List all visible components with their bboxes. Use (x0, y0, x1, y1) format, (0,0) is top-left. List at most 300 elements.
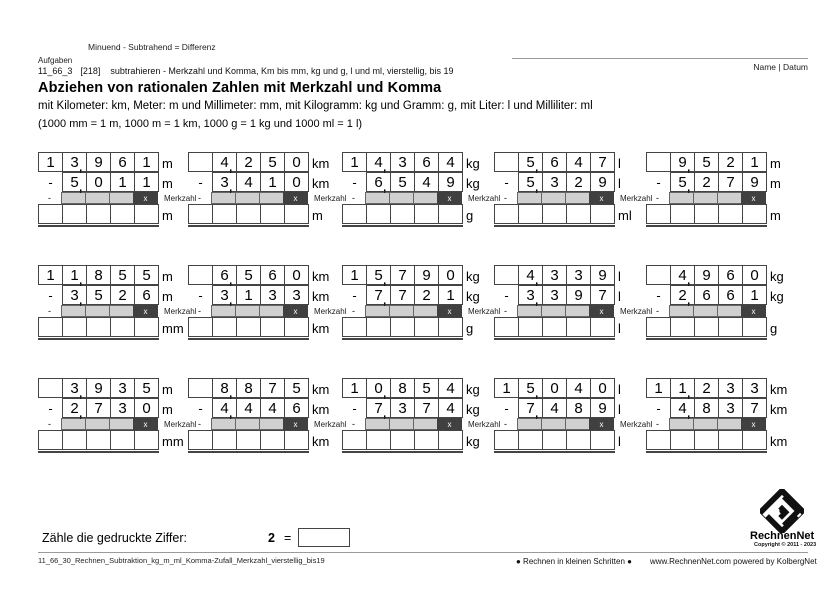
result-cell[interactable] (284, 317, 309, 337)
result-underline (38, 338, 159, 340)
result-cell[interactable] (590, 430, 615, 450)
merkzahl-row (188, 418, 346, 430)
minuend-unit: kg (466, 382, 480, 397)
minus-operator: - (656, 174, 661, 190)
result-cell[interactable] (646, 317, 671, 337)
name-datum-rule (512, 58, 808, 59)
merkzahl-cell[interactable] (565, 192, 590, 204)
subtrahend-row-cell: 4 (260, 398, 285, 418)
result-cell[interactable] (646, 204, 671, 224)
merkzahl-cell[interactable] (389, 418, 414, 430)
minuend-row-cell: 4 (438, 152, 463, 172)
result-cell[interactable] (38, 317, 63, 337)
result-cell[interactable] (414, 317, 439, 337)
result-cell[interactable] (646, 430, 671, 450)
merkzahl-cell[interactable] (259, 418, 284, 430)
result-cell[interactable] (742, 317, 767, 337)
merkzahl-marker-cell[interactable]: x (437, 305, 462, 317)
zaehle-answer-box[interactable] (298, 528, 350, 547)
result-cell[interactable] (86, 317, 111, 337)
spiral-diamond-icon (760, 489, 804, 533)
merkzahl-minus-operator[interactable]: - (198, 193, 201, 203)
minuend-row-cell (38, 378, 63, 398)
footer-url[interactable]: www.RechnenNet.com powered by KolbergNet (650, 557, 817, 566)
result-cell[interactable] (670, 430, 695, 450)
result-cell[interactable] (188, 430, 213, 450)
minuend-row-cell: 6 (260, 265, 285, 285)
minuend-row-cell: 1 , (670, 378, 695, 398)
result-cell[interactable] (236, 430, 261, 450)
minuend-unit: kg (770, 269, 784, 284)
result-cell[interactable] (366, 430, 391, 450)
result-cell[interactable] (212, 204, 237, 224)
minus-operator: - (48, 400, 53, 416)
merkzahl-cell[interactable] (565, 418, 590, 430)
minuend-unit: m (162, 269, 173, 284)
result-cell[interactable] (438, 430, 463, 450)
result-cell[interactable] (718, 430, 743, 450)
result-cell[interactable] (134, 430, 159, 450)
minuend-row-cell (188, 265, 213, 285)
subtrahend-row-cell: 3 , (62, 285, 87, 305)
minuend-row-cell: 4 , (212, 152, 237, 172)
minuend-unit: m (770, 156, 781, 171)
merkzahl-marker-cell[interactable]: x (437, 418, 462, 430)
minuend-row-cell: 0 (742, 265, 767, 285)
subtrahend-row-cell: 4 (414, 172, 439, 192)
merkzahl-cell[interactable] (259, 305, 284, 317)
subtraction-problem (646, 152, 781, 227)
subtrahend-row-cell: 4 (236, 172, 261, 192)
merkzahl-cell[interactable] (85, 305, 110, 317)
minuend-row (494, 265, 652, 285)
merkzahl-label: Merkzahl (468, 419, 501, 429)
subtrahend-row-cell: 2 , (670, 285, 695, 305)
merkzahl-minus-operator[interactable]: - (656, 306, 659, 316)
minuend-row-cell: 5 (414, 378, 439, 398)
merkzahl-minus-operator[interactable]: - (352, 306, 355, 316)
minus-operator: - (504, 174, 509, 190)
subtraction-problem (188, 152, 346, 227)
merkzahl-minus-operator[interactable]: - (504, 306, 507, 316)
merkzahl-marker-cell[interactable]: x (741, 305, 766, 317)
merkzahl-cell[interactable] (109, 192, 134, 204)
subtraction-problem (494, 152, 652, 227)
minuend-row-cell: 3 (742, 378, 767, 398)
result-cell[interactable] (62, 430, 87, 450)
merkzahl-row (188, 192, 346, 204)
subtrahend-row-cell: 5 , (518, 172, 543, 192)
minuend-row (494, 378, 652, 398)
minuend-row-cell: 6 , (212, 265, 237, 285)
minuend-row-cell: 4 (566, 152, 591, 172)
merkzahl-row (494, 305, 652, 317)
result-cell[interactable] (236, 317, 261, 337)
minuend-unit: kg (466, 156, 480, 171)
merkzahl-minus-operator[interactable]: - (656, 193, 659, 203)
minuend-row-cell: 1 (646, 378, 671, 398)
result-underline (188, 338, 309, 340)
minuend-row-cell: 1 (342, 265, 367, 285)
result-cell[interactable] (212, 430, 237, 450)
result-cell[interactable] (414, 430, 439, 450)
result-unit: km (312, 321, 330, 336)
minuend-row-cell: 3 , (62, 378, 87, 398)
subtrahend-unit: l (618, 402, 621, 417)
result-cell[interactable] (494, 204, 519, 224)
subtraction-problem (342, 378, 500, 453)
result-underline (342, 451, 463, 453)
result-cell[interactable] (670, 317, 695, 337)
merkzahl-cell[interactable] (541, 305, 566, 317)
merkzahl-marker-cell[interactable]: x (589, 192, 614, 204)
result-cell[interactable] (742, 204, 767, 224)
merkzahl-marker-cell[interactable]: x (741, 192, 766, 204)
result-cell[interactable] (134, 317, 159, 337)
minus-operator: - (198, 400, 203, 416)
merkzahl-marker-cell[interactable]: x (133, 418, 158, 430)
result-cell[interactable] (110, 204, 135, 224)
subtrahend-row-cell: 7 (590, 285, 615, 305)
subtrahend-row-cell: 8 (566, 398, 591, 418)
merkzahl-row (494, 418, 652, 430)
minuend-row-cell: 3 (110, 378, 135, 398)
merkzahl-minus-operator[interactable]: - (656, 419, 659, 429)
minus-operator: - (656, 400, 661, 416)
subtrahend-row (494, 285, 652, 305)
minuend-unit: km (312, 156, 330, 171)
merkzahl-cell[interactable] (717, 305, 742, 317)
minuend-row (646, 265, 767, 285)
result-cell[interactable] (38, 204, 63, 224)
merkzahl-cell[interactable] (235, 192, 260, 204)
result-unit: mm (162, 321, 184, 336)
minuend-row-cell: 0 (438, 265, 463, 285)
result-cell[interactable] (188, 204, 213, 224)
merkzahl-marker-cell[interactable]: x (741, 418, 766, 430)
subtrahend-row-cell: 3 (390, 398, 415, 418)
merkzahl-cell[interactable] (235, 418, 260, 430)
result-cell[interactable] (134, 204, 159, 224)
minuend-row-cell: 9 (694, 265, 719, 285)
merkzahl-cell[interactable] (389, 305, 414, 317)
minuend-row-cell: 4 , (366, 152, 391, 172)
minuend-row-cell: 9 (590, 265, 615, 285)
minuend-row-cell: 6 (542, 152, 567, 172)
subtrahend-unit: kg (466, 176, 480, 191)
result-cell[interactable] (284, 430, 309, 450)
result-unit: l (618, 434, 621, 449)
result-cell[interactable] (342, 204, 367, 224)
merkzahl-cell[interactable] (109, 305, 134, 317)
merkzahl-row (38, 192, 196, 204)
subtrahend-row-cell: 9 (566, 285, 591, 305)
subtrahend-unit: m (162, 402, 173, 417)
result-underline (494, 338, 615, 340)
subtrahend-row-cell: 7 (86, 398, 111, 418)
merkzahl-minus-operator[interactable]: - (504, 193, 507, 203)
minus-operator: - (656, 287, 661, 303)
subtrahend-row-cell: 9 (590, 172, 615, 192)
footer-rule (38, 552, 808, 553)
result-cell[interactable] (718, 317, 743, 337)
merkzahl-cell[interactable] (693, 418, 718, 430)
subtrahend-row-cell: 3 , (212, 285, 237, 305)
subtrahend-row-cell: 7 (742, 398, 767, 418)
result-underline (188, 225, 309, 227)
merkzahl-row (494, 192, 652, 204)
merkzahl-label: Merkzahl (164, 306, 197, 316)
file-code-label: 11_66_30_Rechnen_Subtraktion_kg_m_ml_Komma-Zufall_Merkzahl_vierstellig_bis19 (38, 556, 325, 565)
result-cell[interactable] (390, 430, 415, 450)
result-cell[interactable] (542, 317, 567, 337)
result-cell[interactable] (590, 204, 615, 224)
subtrahend-unit: m (770, 176, 781, 191)
minuend-row-cell: 2 (236, 152, 261, 172)
sheet-number: [218] (80, 66, 101, 76)
result-underline (38, 451, 159, 453)
subtrahend-row-cell: 7 , (366, 285, 391, 305)
result-cell[interactable] (414, 204, 439, 224)
result-cell[interactable] (236, 204, 261, 224)
minuend-row-cell: 2 (694, 378, 719, 398)
merkzahl-minus-operator[interactable]: - (48, 193, 51, 203)
merkzahl-minus-operator[interactable]: - (198, 306, 201, 316)
merkzahl-marker-cell[interactable]: x (133, 305, 158, 317)
merkzahl-minus-operator[interactable]: - (352, 419, 355, 429)
merkzahl-label: Merkzahl (468, 193, 501, 203)
minuend-row-cell: 3 , (62, 152, 87, 172)
minuend-row-cell: 3 (542, 265, 567, 285)
merkzahl-minus-operator[interactable]: - (48, 419, 51, 429)
minuend-row-cell: 5 (134, 378, 159, 398)
result-unit: m (162, 208, 173, 223)
result-row (342, 204, 500, 224)
subtrahend-row-cell: 1 (236, 285, 261, 305)
merkzahl-cell[interactable] (693, 192, 718, 204)
result-underline (188, 451, 309, 453)
result-cell[interactable] (86, 430, 111, 450)
merkzahl-cell[interactable] (693, 305, 718, 317)
subtrahend-row-cell: 5 , (670, 172, 695, 192)
subtrahend-row-cell: 3 (284, 285, 309, 305)
result-cell[interactable] (566, 430, 591, 450)
minuend-row-cell: 7 (260, 378, 285, 398)
minus-operator: - (198, 174, 203, 190)
subtrahend-row-cell: 1 (438, 285, 463, 305)
merkzahl-minus-operator[interactable]: - (198, 419, 201, 429)
result-cell[interactable] (390, 317, 415, 337)
result-underline (494, 225, 615, 227)
result-cell[interactable] (494, 317, 519, 337)
subtrahend-row-cell: 6 (284, 398, 309, 418)
result-cell[interactable] (86, 204, 111, 224)
subtrahend-row-cell: 9 (742, 172, 767, 192)
logo-wordmark: RechnenNet (750, 530, 815, 542)
result-cell[interactable] (366, 204, 391, 224)
result-cell[interactable] (62, 317, 87, 337)
result-unit: ml (618, 208, 632, 223)
result-cell[interactable] (718, 204, 743, 224)
result-cell[interactable] (518, 430, 543, 450)
zaehle-digit: 2 (268, 531, 275, 545)
subtrahend-row (646, 398, 767, 418)
result-cell[interactable] (694, 430, 719, 450)
subtrahend-unit: km (770, 402, 788, 417)
merkzahl-cell[interactable] (413, 192, 438, 204)
merkzahl-cell[interactable] (413, 305, 438, 317)
subtrahend-row-cell: 3 (542, 285, 567, 305)
merkzahl-cell[interactable] (717, 418, 742, 430)
minus-operator: - (504, 287, 509, 303)
result-cell[interactable] (670, 204, 695, 224)
merkzahl-row (342, 192, 500, 204)
result-cell[interactable] (438, 317, 463, 337)
result-underline (646, 225, 767, 227)
minuend-row-cell: 4 , (670, 265, 695, 285)
merkzahl-minus-operator[interactable]: - (352, 193, 355, 203)
result-cell[interactable] (494, 430, 519, 450)
subtrahend-row-cell: 9 (590, 398, 615, 418)
subtrahend-row-cell: 6 (718, 285, 743, 305)
result-cell[interactable] (284, 204, 309, 224)
minuend-row-cell: 9 (414, 265, 439, 285)
result-row (494, 430, 652, 450)
merkzahl-marker-cell[interactable]: x (133, 192, 158, 204)
result-cell[interactable] (742, 430, 767, 450)
subtrahend-row-cell: 2 , (62, 398, 87, 418)
merkzahl-cell[interactable] (717, 192, 742, 204)
minuend-row-cell: 4 (566, 378, 591, 398)
merkzahl-cell[interactable] (389, 192, 414, 204)
result-cell[interactable] (566, 204, 591, 224)
merkzahl-marker-cell[interactable]: x (283, 192, 308, 204)
subtrahend-row-cell: 2 (110, 285, 135, 305)
minuend-row-cell (494, 152, 519, 172)
merkzahl-cell[interactable] (109, 418, 134, 430)
merkzahl-label: Merkzahl (164, 419, 197, 429)
subtrahend-row-cell: 4 , (670, 398, 695, 418)
merkzahl-marker-cell[interactable]: x (437, 192, 462, 204)
merkzahl-cell[interactable] (541, 418, 566, 430)
minuend-unit: km (312, 269, 330, 284)
subtrahend-row-cell: 7 (718, 172, 743, 192)
result-underline (646, 338, 767, 340)
merkzahl-cell[interactable] (259, 192, 284, 204)
minuend-row-cell: 4 , (518, 265, 543, 285)
subtraction-problem (494, 378, 652, 453)
merkzahl-cell[interactable] (413, 418, 438, 430)
merkzahl-label: Merkzahl (620, 306, 653, 316)
subtrahend-row-cell: 7 , (366, 398, 391, 418)
result-cell[interactable] (260, 430, 285, 450)
merkzahl-cell[interactable] (85, 418, 110, 430)
merkzahl-label: Merkzahl (620, 193, 653, 203)
sheet-description: subtrahieren - Merkzahl und Komma, Km bis mm, kg und g, l und ml, vierstellig, bis 19 (110, 66, 454, 76)
subtrahend-row-cell: 3 (110, 398, 135, 418)
subtraction-problem (342, 265, 500, 340)
result-cell[interactable] (110, 317, 135, 337)
result-cell[interactable] (518, 204, 543, 224)
subtrahend-row-cell: 0 (86, 172, 111, 192)
minuend-unit: km (770, 382, 788, 397)
minuend-row-cell: 5 (694, 152, 719, 172)
subtrahend-row-cell: 4 , (212, 398, 237, 418)
result-cell[interactable] (342, 317, 367, 337)
result-cell[interactable] (38, 430, 63, 450)
merkzahl-label: Merkzahl (314, 306, 347, 316)
merkzahl-marker-cell[interactable]: x (283, 418, 308, 430)
result-cell[interactable] (188, 317, 213, 337)
subtrahend-row-cell: 2 (566, 172, 591, 192)
result-cell[interactable] (694, 204, 719, 224)
page-title: Abziehen von rationalen Zahlen mit Merkzahl und Komma (38, 80, 442, 96)
minuend-row-cell: 4 (438, 378, 463, 398)
result-cell[interactable] (566, 317, 591, 337)
result-underline (646, 451, 767, 453)
subtraction-grid (494, 265, 652, 340)
minuend-row (646, 378, 767, 398)
subtrahend-row-cell: 0 (284, 172, 309, 192)
result-cell[interactable] (438, 204, 463, 224)
merkzahl-cell[interactable] (541, 192, 566, 204)
merkzahl-marker-cell[interactable]: x (589, 418, 614, 430)
merkzahl-marker-cell[interactable]: x (589, 305, 614, 317)
subtrahend-row-cell: 1 (134, 172, 159, 192)
merkzahl-cell[interactable] (85, 192, 110, 204)
result-cell[interactable] (212, 317, 237, 337)
rechnennet-logo (750, 489, 817, 551)
result-underline (38, 225, 159, 227)
result-row (342, 317, 500, 337)
merkzahl-label: Merkzahl (620, 419, 653, 429)
aufgaben-label: Aufgaben (38, 56, 73, 65)
minuend-unit: l (618, 382, 621, 397)
subtraction-problem (188, 265, 346, 340)
subtraction-problem (342, 152, 500, 227)
result-cell[interactable] (694, 317, 719, 337)
minuend-row-cell: 3 (390, 152, 415, 172)
result-cell[interactable] (590, 317, 615, 337)
merkzahl-cell[interactable] (565, 305, 590, 317)
minuend-row-cell (646, 265, 671, 285)
minus-operator: - (352, 287, 357, 303)
merkzahl-minus-operator[interactable]: - (504, 419, 507, 429)
result-row (494, 317, 652, 337)
result-cell[interactable] (542, 430, 567, 450)
result-cell[interactable] (260, 317, 285, 337)
subtrahend-row-cell: 3 (260, 285, 285, 305)
merkzahl-minus-operator[interactable]: - (48, 306, 51, 316)
result-cell[interactable] (390, 204, 415, 224)
subtrahend-unit: kg (466, 402, 480, 417)
sheet-meta-line (38, 66, 454, 76)
result-cell[interactable] (110, 430, 135, 450)
merkzahl-marker-cell[interactable]: x (283, 305, 308, 317)
merkzahl-label: Merkzahl (314, 419, 347, 429)
result-cell[interactable] (542, 204, 567, 224)
result-cell[interactable] (260, 204, 285, 224)
minuend-unit: m (162, 382, 173, 397)
minus-operator: - (48, 287, 53, 303)
result-cell[interactable] (62, 204, 87, 224)
result-cell[interactable] (366, 317, 391, 337)
subtrahend-row-cell: 3 (718, 398, 743, 418)
result-cell[interactable] (342, 430, 367, 450)
result-cell[interactable] (518, 317, 543, 337)
merkzahl-cell[interactable] (235, 305, 260, 317)
page-subtitle-conversions: (1000 mm = 1 m, 1000 m = 1 km, 1000 g = 1 kg und 1000 ml = 1 l) (38, 118, 363, 130)
